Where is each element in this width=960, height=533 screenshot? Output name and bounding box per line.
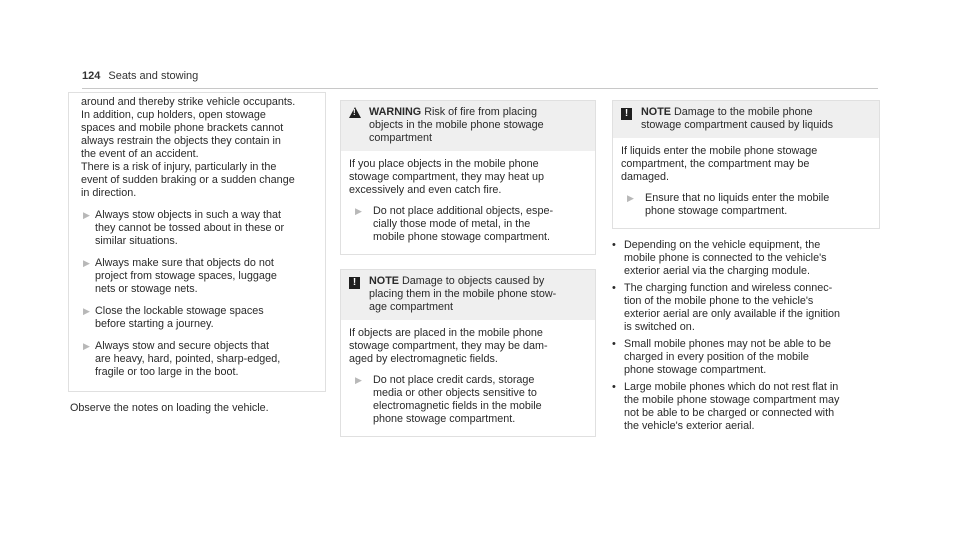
warning-body-text: If you place objects in the mobile phone stowage compartment, they may heat up excessively and even catch fire. <box>349 158 545 196</box>
action-text: Always make sure that objects do not project from stowage spaces, luggage nets or stowage nets. <box>95 257 277 295</box>
page-header <box>82 70 198 82</box>
list-item-text: Small mobile phones may not be able to be charged in every position of the mobile phone stowage compartment. <box>624 338 832 376</box>
info-list <box>612 239 880 433</box>
action-text: Always stow objects in such a way that they cannot be tossed about in these or similar situations. <box>95 209 285 247</box>
arrow-right-icon: ▶ <box>355 375 362 385</box>
warning-paragraph-2: There is a risk of injury, particularly in the event of sudden braking or a sudden change in direction. <box>81 161 295 199</box>
warning-continuation-panel <box>68 92 326 392</box>
column-left <box>68 92 326 392</box>
action-item <box>349 205 587 244</box>
action-text: Do not place additional objects, espe- cially those mode of metal, in the mobile phone stowage compartment. <box>373 205 554 243</box>
action-item <box>81 305 317 331</box>
arrow-right-icon: ▶ <box>83 306 90 316</box>
bullet-icon: • <box>612 239 616 251</box>
note-body-text: If liquids enter the mobile phone stowage compartment, the compartment may be damaged. <box>621 145 818 183</box>
action-item <box>81 340 317 379</box>
column-right <box>612 100 880 433</box>
arrow-right-icon: ▶ <box>355 206 362 216</box>
action-text: Always stow and secure objects that are heavy, hard, pointed, sharp-edged, fragile or too large in the boot. <box>95 340 281 378</box>
note-title: Damage to objects caused by placing them in the mobile phone stow- age compartment <box>369 275 557 313</box>
note-body-text: If objects are placed in the mobile phone stowage compartment, they may be dam- aged by electromagnetic fields. <box>349 327 548 365</box>
list-item <box>612 239 880 278</box>
action-item <box>81 257 317 296</box>
bullet-icon: • <box>612 282 616 294</box>
bullet-icon: • <box>612 338 616 350</box>
action-text: Ensure that no liquids enter the mobile phone stowage compartment. <box>645 192 830 217</box>
note-label: NOTE <box>369 275 399 287</box>
warning-label: WARNING <box>369 106 422 118</box>
warning-icon <box>349 106 369 145</box>
header-divider <box>82 88 878 89</box>
note-icon: ! <box>621 106 641 132</box>
observe-note: Observe the notes on loading the vehicle. <box>70 402 269 414</box>
arrow-right-icon: ▶ <box>83 210 90 220</box>
warning-box-header <box>341 101 595 151</box>
list-item-text: The charging function and wireless connec- tion of the mobile phone to the vehicle's exterior aerial are only available if the ignition is switched on. <box>624 282 841 333</box>
note-box <box>612 100 880 229</box>
action-text: Do not place credit cards, storage media or other objects sensitive to electromagnetic fields in the mobile phone stowage compartment. <box>373 374 542 425</box>
action-text: Close the lockable stowage spaces before starting a journey. <box>95 305 264 330</box>
note-title: Damage to the mobile phone stowage compartment caused by liquids <box>641 106 834 131</box>
list-item <box>612 381 880 433</box>
note-icon: ! <box>349 275 369 314</box>
arrow-right-icon: ▶ <box>83 341 90 351</box>
warning-paragraph-1: around and thereby strike vehicle occupants. In addition, cup holders, open stowage spaces and mobile phone brackets cannot always restrain the objects they contain in the event of an accident. <box>81 96 296 160</box>
warning-box <box>340 100 596 255</box>
list-item-text: Large mobile phones which do not rest flat in the mobile phone stowage compartment may not be able to be charged or connected with the vehicle's exterior aerial. <box>624 381 840 432</box>
warning-title: Risk of fire from placing objects in the mobile phone stowage compartment <box>369 106 544 144</box>
note-box-body <box>613 138 879 228</box>
arrow-right-icon: ▶ <box>83 258 90 268</box>
arrow-right-icon: ▶ <box>627 193 634 203</box>
note-box-body <box>341 320 595 436</box>
action-item <box>349 374 587 426</box>
list-item-text: Depending on the vehicle equipment, the mobile phone is connected to the vehicle's exterior aerial via the charging module. <box>624 239 827 277</box>
warning-box-body <box>341 151 595 254</box>
action-item <box>621 192 871 218</box>
list-item <box>612 338 880 377</box>
note-box <box>340 269 596 437</box>
bullet-icon: • <box>612 381 616 393</box>
note-box-header <box>613 101 879 138</box>
note-box-header <box>341 270 595 320</box>
section-title: Seats and stowing <box>108 70 199 82</box>
note-label: NOTE <box>641 106 671 118</box>
page-number: 124 <box>82 70 101 82</box>
column-middle <box>340 100 596 437</box>
action-item <box>81 209 317 248</box>
list-item <box>612 282 880 334</box>
